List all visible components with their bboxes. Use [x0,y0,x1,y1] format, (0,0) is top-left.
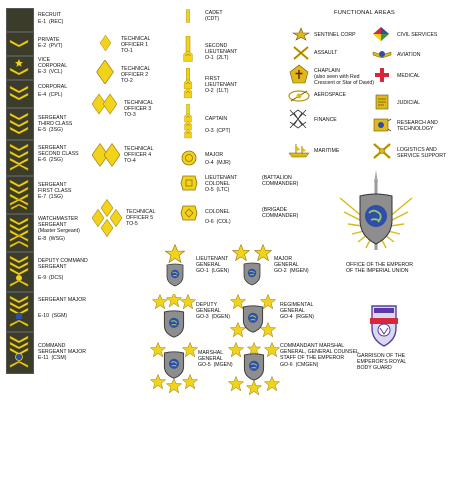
sergeant-major-chevron-icon [6,292,34,332]
rank-label: CORPORAL [38,84,68,90]
to1-diamond-icon [100,35,111,51]
rank-label: VICE CORPORAL [38,57,68,69]
maritime-icon [288,142,310,158]
assault-icon [292,45,310,61]
command-sergeant-major-chevron-icon [6,332,34,374]
rank-grade: O-1 (2LT) [205,55,229,61]
private-chevron-icon [6,32,34,56]
rank-label: MAJOR [205,152,224,158]
area-label: AVIATION [397,52,421,58]
rank-label: LIEUTENANT COLONEL [205,175,238,187]
captain-icon [182,104,194,142]
chaplain-icon [288,64,310,84]
sergeant-second-class-chevron-icon [6,140,34,176]
rank-label: CADET [205,10,223,16]
area-label: CHAPLAIN (also seen with Red Crescent or Star of David) [314,68,374,86]
area-label: MEDICAL [397,73,421,79]
rank-label: PRIVATE [38,37,60,43]
rank-label: DEPUTY COMMAND SERGEANT [38,258,88,270]
rank-label: TECHNICAL OFFICER 5 [126,209,156,221]
rank-label: TECHNICAL OFFICER 4 [124,146,154,158]
rank-label: TECHNICAL OFFICER 2 [121,66,151,78]
brigade-commander-note: (BRIGADE COMMANDER) [262,207,299,219]
area-label: AEROSPACE [314,92,346,98]
rank-label: SERGEANT FIRST CLASS [38,182,72,194]
rank-label: COMMAND SERGEANT MAJOR [38,343,87,355]
commandant-marshal-general-insignia [228,342,280,396]
rank-grade: E-1 (REC) [38,19,64,25]
rank-label: LIEUTENANT GENERAL [196,256,229,268]
medical-icon [374,67,390,83]
rank-label: REGIMENTAL GENERAL [280,302,314,314]
rank-grade: TO-2 [121,78,133,84]
rank-grade: TO-5 [126,221,138,227]
area-label: CIVIL SERVICES [397,32,438,38]
deputy-general-insignia [152,294,196,342]
rank-label: MAJOR GENERAL [274,256,299,268]
rank-grade: E-6 (2SG) [38,157,63,163]
rank-label: DEPUTY GENERAL [196,302,221,314]
deputy-command-sergeant-chevron-icon [6,252,34,292]
rank-label: SECOND LIEUTENANT [205,43,238,55]
rank-grade: O-3 (CPT) [205,128,231,134]
major-emblem-icon [181,150,197,166]
area-label: LOGISTICS AND SERVICE SUPPORT [397,147,447,159]
emperor-office-emblem [338,168,414,256]
rank-label: SERGEANT MAJOR [38,297,87,303]
to5-diamond-icon [92,198,122,238]
rank-grade: E-8 (WSG) [38,236,65,242]
rank-grade: GO-6 (CMGEN) [280,362,319,368]
vice-corporal-insignia-icon [6,56,34,80]
area-label: RESEARCH AND TECHNOLOGY [397,120,438,132]
corporal-chevron-icon [6,80,34,108]
area-label: JUDICIAL [397,100,421,106]
battalion-commander-note: (BATTALION COMMANDER) [262,175,299,187]
aviation-icon [372,46,392,62]
first-lieutenant-icon [182,68,194,100]
rank-grade: E-9 (DCS) [38,275,64,281]
emperor-office-caption: OFFICE OF THE EMPEROR OF THE IMPERIAL UNION [346,262,414,274]
rank-grade: GO-5 (MGEN) [198,362,233,368]
second-lieutenant-icon [182,36,194,64]
sergeant-third-class-chevron-icon [6,108,34,140]
marshal-general-insignia [150,342,198,394]
rank-grade: E-7 (1SG) [38,194,63,200]
rank-grade: TO-4 [124,158,136,164]
royal-guard-emblem [366,302,402,350]
area-label: ASSAULT [314,50,338,56]
to2-diamond-icon [96,60,114,84]
rank-grade: O-5 (LTC) [205,187,230,193]
lieutenant-general-insignia [160,244,190,290]
rank-label: RECRUIT [38,12,62,18]
to3-diamond-icon [92,92,118,116]
area-label: MARITIME [314,148,340,154]
finance-icon [288,108,308,130]
rank-grade: TO-3 [124,112,136,118]
rank-grade: TO-1 [121,48,133,54]
royal-guard-caption: GARRISON OF THE EMPEROR'S ROYAL BODY GUARD [357,353,407,371]
to4-diamond-icon [92,138,120,172]
sergeant-first-class-chevron-icon [6,176,34,214]
logistics-icon [372,142,392,160]
rank-grade: E-3 (VCL) [38,69,63,75]
area-label: FINANCE [314,117,337,123]
rank-grade: O-4 (MJR) [205,160,231,166]
rank-label: FIRST LIEUTENANT [205,76,238,88]
area-label: SENTINEL CORP [314,32,356,38]
rank-label: SERGEANT THIRD CLASS [38,115,73,127]
rank-grade: O-6 (COL) [205,219,231,225]
rank-grade: E-11 (CSM) [38,355,67,361]
rank-grade: E-10 (SGM) [38,313,68,319]
rank-label: COMMANDANT MARSHAL GENERAL, GENERAL COUNSEL STAFF OF THE EMPEROR [280,343,359,361]
rank-grade: GO-3 (DGEN) [196,314,231,320]
sentinel-icon [292,27,310,41]
judicial-icon [373,94,391,110]
recruit-insignia [6,8,34,32]
rank-grade: E-5 (3SG) [38,127,63,133]
rank-label: WATCHMASTER SERGEANT (Master Sergeant) [38,216,80,234]
rank-grade: GO-1 (LGEN) [196,268,230,274]
colonel-emblem-icon [180,204,198,222]
cadet-bar-icon [184,6,192,26]
major-general-insignia [232,244,272,290]
rank-label: TECHNICAL OFFICER 1 [121,36,151,48]
rank-label: SERGEANT SECOND CLASS [38,145,79,157]
rank-grade: E-4 (CPL) [38,92,63,98]
research-icon [372,116,392,134]
rank-grade: (CDT) [205,16,220,22]
regimental-general-insignia [230,294,276,342]
rank-label: CAPTAIN [205,116,228,122]
watchmaster-sergeant-chevron-icon [6,214,34,252]
rank-label: MARSHAL GENERAL [198,350,224,362]
civil-services-icon [372,26,390,42]
rank-grade: GO-4 (RGEN) [280,314,315,320]
rank-grade: GO-2 (MGEN) [274,268,309,274]
functional-areas-title: FUNCTIONAL AREAS [334,10,395,16]
rank-grade: O-2 (1LT) [205,88,229,94]
rank-label: COLONEL [205,209,230,215]
aerospace-icon [288,88,310,104]
rank-grade: E-2 (PVT) [38,43,63,49]
rank-label: TECHNICAL OFFICER 3 [124,100,154,112]
lieutenant-colonel-emblem-icon [180,174,198,192]
